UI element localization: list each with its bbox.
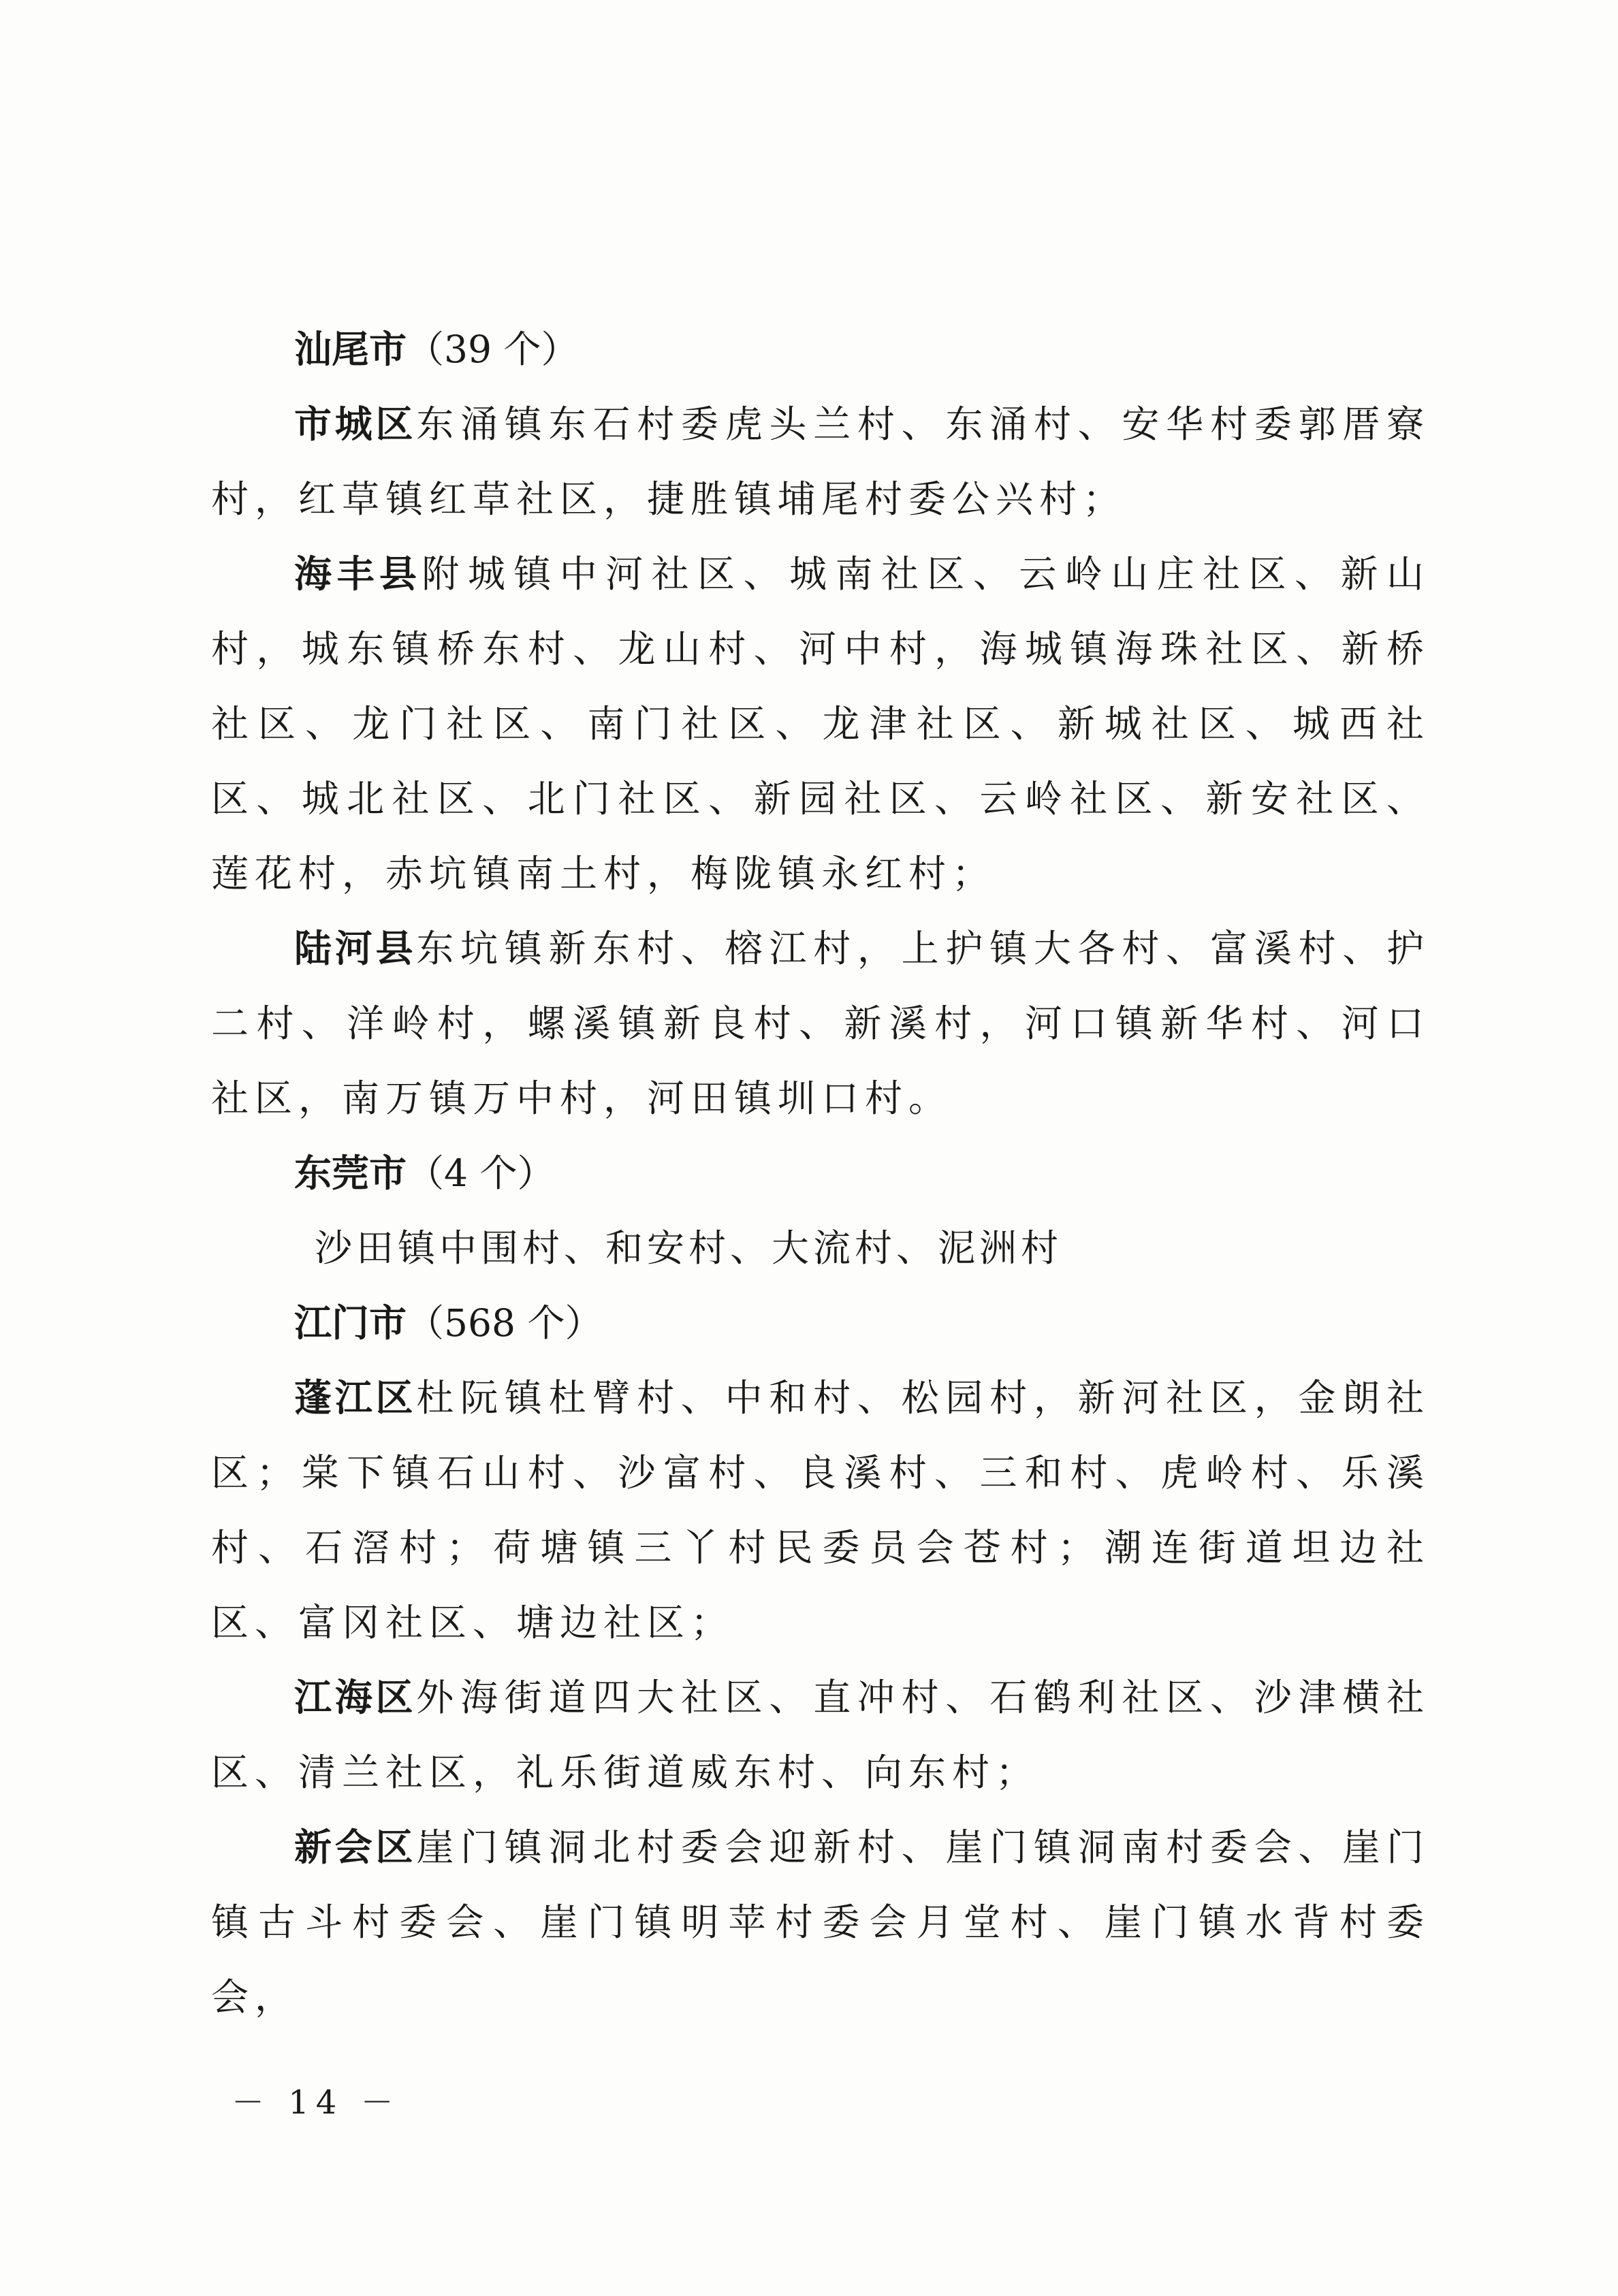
district-text: 崖门镇洞北村委会迎新村、崖门镇洞南村委会、崖门镇古斗村委会、崖门镇明苹村委会月堂村、崖门镇水背村委会， <box>211 1825 1430 2019</box>
district-name: 海丰县 <box>294 552 422 596</box>
city-name: 汕尾市 <box>294 328 407 371</box>
village-list-dongguan: 沙田镇中围村、和安村、大流村、泥洲村 <box>315 1226 1063 1270</box>
city-count: （4 个） <box>407 1151 555 1195</box>
district-name: 江海区 <box>294 1676 417 1719</box>
district-name: 陆河县 <box>294 927 417 970</box>
district-paragraph-haifeng <box>211 537 1430 911</box>
district-name: 蓬江区 <box>294 1376 417 1420</box>
district-paragraph-luhe <box>211 911 1430 1136</box>
city-name: 江门市 <box>294 1301 407 1345</box>
district-name: 新会区 <box>294 1825 417 1869</box>
city-heading-jiangmen <box>211 1286 1430 1360</box>
district-paragraph-pengjiang <box>211 1360 1430 1660</box>
district-text: 外海街道四大社区、直冲村、石鹤利社区、沙津横社区、清兰社区，礼乐街道威东村、向东村； <box>211 1676 1430 1794</box>
district-name: 市城区 <box>294 402 417 446</box>
district-text: 东涌镇东石村委虎头兰村、东涌村、安华村委郭厝寮村，红草镇红草社区，捷胜镇埔尾村委公兴村； <box>211 402 1430 521</box>
district-text: 附城镇中河社区、城南社区、云岭山庄社区、新山村，城东镇桥东村、龙山村、河中村，海城镇海珠社区、新桥社区、龙门社区、南门社区、龙津社区、新城社区、城西社区、城北社区、北门社区、新园社区、云岭社区、新安社区、莲花村，赤坑镇南土村，梅陇镇永红村； <box>211 552 1430 895</box>
page-number: － 14 － <box>232 2084 400 2122</box>
district-text: 杜阮镇杜臂村、中和村、松园村，新河社区，金朗社区；棠下镇石山村、沙富村、良溪村、三和村、虎岭村、乐溪村、石滘村；荷塘镇三丫村民委员会苍村；潮连街道坦边社区、富冈社区、塘边社区； <box>211 1376 1430 1644</box>
district-paragraph-shicheng <box>211 387 1430 537</box>
district-paragraph-jianghai <box>211 1660 1430 1810</box>
city-heading-shanwei <box>211 312 1430 387</box>
page-content <box>211 312 1430 2035</box>
district-paragraph-xinhui <box>211 1810 1430 2035</box>
city-name: 东莞市 <box>294 1151 407 1195</box>
city-count: （568 个） <box>407 1301 603 1345</box>
city-count: （39 个） <box>407 328 579 371</box>
city-heading-dongguan <box>211 1136 1430 1211</box>
district-text: 东坑镇新东村、榕江村，上护镇大各村、富溪村、护二村、洋岭村，螺溪镇新良村、新溪村，河口镇新华村、河口社区，南万镇万中村，河田镇圳口村。 <box>211 927 1430 1120</box>
